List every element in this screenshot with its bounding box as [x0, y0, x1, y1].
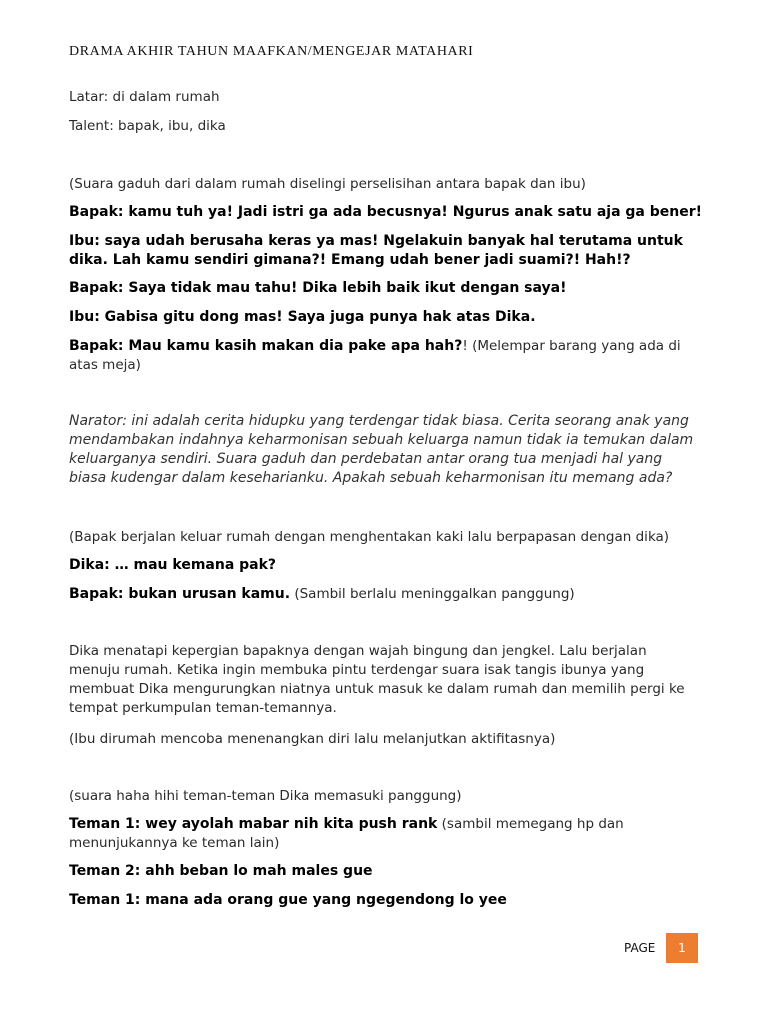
- stage-direction-4: (suara haha hihi teman-teman Dika memasuki panggung): [69, 788, 462, 804]
- dialogue-line-4: Ibu: Gabisa gitu dong mas! Saya juga punya hak atas Dika.: [69, 309, 536, 325]
- dialogue-line-7: [69, 585, 709, 604]
- dialogue-line-7-direction: (Sambil berlalu meninggalkan panggung): [290, 586, 575, 602]
- dialogue-line-8-direction: (sambil memegang hp dan menunjukannya ke teman lain): [69, 816, 624, 851]
- dialogue-line-7-speech: Bapak: bukan urusan kamu.: [69, 586, 291, 602]
- dialogue-line-6: Dika: … mau kemana pak?: [69, 557, 277, 573]
- dialogue-line-8: [69, 815, 669, 853]
- stage-direction-2: (Bapak berjalan keluar rumah dengan menghentakan kaki lalu berpapasan dengan dika): [69, 529, 670, 545]
- page-label: PAGE: [624, 941, 656, 955]
- talent-line: Talent: bapak, ibu, dika: [69, 118, 226, 134]
- dialogue-line-10: Teman 1: mana ada orang gue yang ngegendong lo yee: [69, 892, 507, 908]
- stage-direction-3: (Ibu dirumah mencoba menenangkan diri lalu melanjutkan aktifitasnya): [69, 731, 556, 747]
- stage-direction-1: (Suara gaduh dari dalam rumah diselingi perselisihan antara bapak dan ibu): [69, 176, 586, 192]
- dialogue-line-1: Bapak: kamu tuh ya! Jadi istri ga ada becusnya! Ngurus anak satu aja ga bener!: [69, 204, 703, 220]
- narration-paragraph: Dika menatapi kepergian bapaknya dengan wajah bingung dan jengkel. Lalu berjalan menuju rumah. Ketika ingin membuka pintu terdengar suara isak tangis ibunya yang membuat Dika mengurungkan niatnya untuk masuk ke dalam rumah dan memilih pergi ke tempat perkumpulan teman-temannya.: [69, 643, 685, 716]
- dialogue-line-8-speech: Teman 1: wey ayolah mabar nih kita push rank: [69, 816, 438, 832]
- page-number-badge: 1: [666, 933, 698, 963]
- narrator-paragraph: Narator: ini adalah cerita hidupku yang terdengar tidak biasa. Cerita seorang anak yang mendambakan indahnya keharmonisan sebuah keluarga namun tidak ia temukan dalam keluarganya sendiri. Suara gaduh dan perdebatan antar orang tua menjadi hal yang biasa kudengar dalam keseharianku. Apakah sebuah keharmonisan itu memang ada?: [69, 413, 694, 486]
- dialogue-line-9: Teman 2: ahh beban lo mah males gue: [69, 863, 373, 879]
- document-title: DRAMA AKHIR TAHUN MAAFKAN/MENGEJAR MATAHARI: [69, 44, 474, 59]
- dialogue-line-5-speech: Bapak: Mau kamu kasih makan dia pake apa hah?: [69, 338, 463, 354]
- dialogue-line-5-direction: ! (Melempar barang yang ada di atas meja): [69, 338, 681, 373]
- dialogue-line-5: [69, 337, 704, 375]
- dialogue-line-3: Bapak: Saya tidak mau tahu! Dika lebih baik ikut dengan saya!: [69, 280, 567, 296]
- setting-line: Latar: di dalam rumah: [69, 89, 220, 105]
- dialogue-line-2: Ibu: saya udah berusaha keras ya mas! Ngelakuin banyak hal terutama untuk dika. Lah kamu sendiri gimana?! Emang udah bener jadi suami?! Hah!?: [69, 233, 683, 268]
